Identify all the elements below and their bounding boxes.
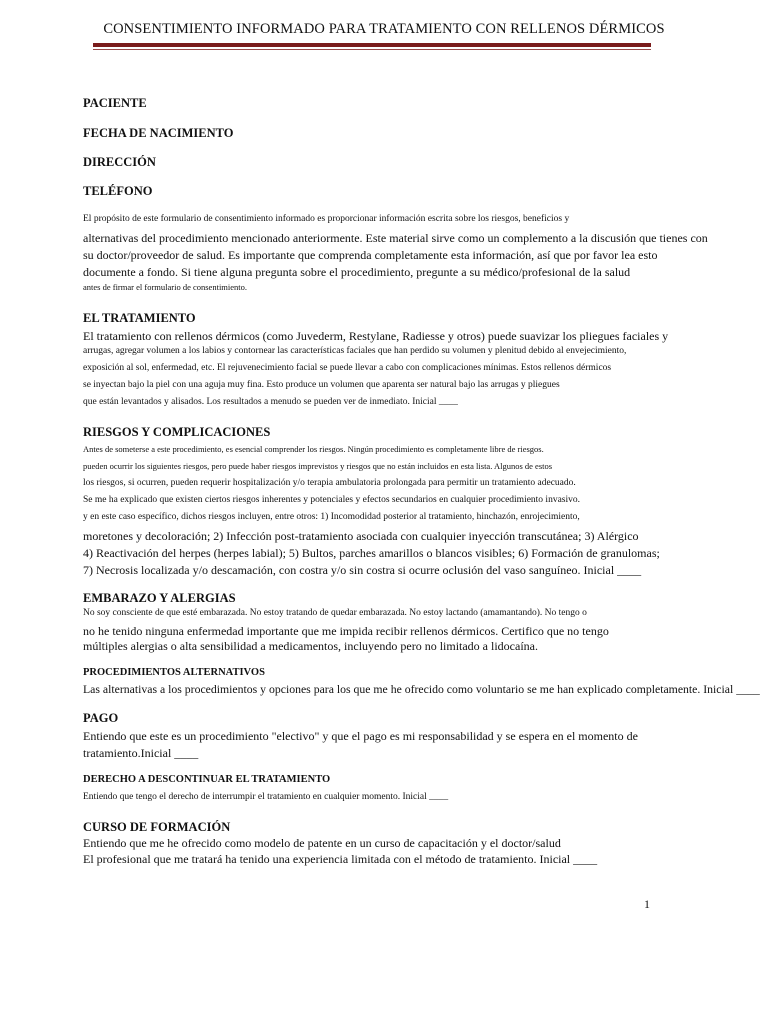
section-heading-treatment: EL TRATAMIENTO xyxy=(83,311,196,325)
intro-line: documente a fondo. Si tiene alguna pregunta sobre el procedimiento, pregunte a su médico/profesional de la salud xyxy=(83,265,631,279)
treatment-line: arrugas, agregar volumen a los labios y contornear las características faciales que han perdido su volumen y plenitud debido al envejecimiento, xyxy=(83,346,627,356)
risks-line: los riesgos, si ocurren, pueden requerir hospitalización y/o terapia ambulatoria prolongada para permitir un tratamiento adecuado. xyxy=(83,478,576,488)
treatment-line: que están levantados y alisados. Los resultados a menudo se pueden ver de inmediato. Inicial ____ xyxy=(83,397,458,407)
alternatives-line: Las alternativas a los procedimientos y opciones para los que me he ofrecido como voluntario se me han explicado completamente. Inicial ____ xyxy=(83,683,760,696)
risks-line: 4) Reactivación del herpes (herpes labial); 5) Bultos, parches amarillos o blancos visibles; 6) Formación de granulomas; xyxy=(83,546,660,560)
intro-line: El propósito de este formulario de consentimiento informado es proporcionar información escrita sobre los riesgos, beneficios y xyxy=(83,214,570,224)
discontinue-line: Entiendo que tengo el derecho de interrumpir el tratamiento en cualquier momento. Inicial ____ xyxy=(83,792,449,802)
intro-line: alternativas del procedimiento mencionado anteriormente. Este material sirve como un complemento a la discusión que tienes con xyxy=(83,231,708,245)
pregnancy-line: No soy consciente de que esté embarazada. No estoy tratando de quedar embarazada. No estoy lactando (amamantando). No tengo o xyxy=(83,608,587,618)
title-rule-thick xyxy=(93,43,651,47)
pregnancy-line: no he tenido ninguna enfermedad importante que me impida recibir rellenos dérmicos. Certifico que no tengo xyxy=(83,624,609,638)
risks-line: pueden ocurrir los siguientes riesgos, pero puede haber riesgos imprevistos y riesgos que no están incluidos en esta lista. Algunos de estos xyxy=(83,461,553,471)
risks-line: y en este caso específico, dichos riesgos incluyen, entre otros: 1) Incomodidad posterior al tratamiento, hinchazón, enrojecimiento, xyxy=(83,512,580,522)
page-number: 1 xyxy=(644,897,650,911)
title-rule-thin xyxy=(93,49,651,50)
section-heading-payment: PAGO xyxy=(83,711,119,725)
risks-line: Antes de someterse a este procedimiento, es esencial comprender los riesgos. Ningún procedimiento es completamente libre de riesgos. xyxy=(83,444,544,454)
section-heading-risks: RIESGOS Y COMPLICACIONES xyxy=(83,425,271,439)
risks-line: Se me ha explicado que existen ciertos riesgos inherentes y potenciales y efectos secundarios en cualquier procedimiento invasivo. xyxy=(83,495,581,505)
field-address: DIRECCIÓN xyxy=(83,155,156,169)
risks-line: moretones y decoloración; 2) Infección post-tratamiento asociada con cualquier inyección transcutánea; 3) Alérgico xyxy=(83,529,639,543)
field-birth-date: FECHA DE NACIMIENTO xyxy=(83,126,234,140)
pregnancy-line: múltiples alergias o alta sensibilidad a medicamentos, incluyendo pero no limitado a lidocaína. xyxy=(83,639,538,653)
section-heading-alternatives: PROCEDIMIENTOS ALTERNATIVOS xyxy=(83,667,265,678)
training-line: El profesional que me tratará ha tenido una experiencia limitada con el método de tratamiento. Inicial ____ xyxy=(83,852,598,866)
section-heading-pregnancy: EMBARAZO Y ALERGIAS xyxy=(83,591,236,605)
intro-line: antes de firmar el formulario de consentimiento. xyxy=(83,282,248,292)
treatment-line: exposición al sol, enfermedad, etc. El rejuvenecimiento facial se puede llevar a cabo con complicaciones mínimas. Estos rellenos dérmicos xyxy=(83,363,612,373)
training-line: Entiendo que me he ofrecido como modelo de patente en un curso de capacitación y el doctor/salud xyxy=(83,836,561,850)
payment-line: Entiendo que este es un procedimiento "electivo" y que el pago es mi responsabilidad y se espera en el momento de xyxy=(83,729,638,743)
field-phone: TELÉFONO xyxy=(83,184,153,198)
document-title: CONSENTIMIENTO INFORMADO PARA TRATAMIENTO CON RELLENOS DÉRMICOS xyxy=(103,21,665,37)
intro-line: su doctor/proveedor de salud. Es importante que comprenda completamente esta información, así que por favor lea esto xyxy=(83,248,658,262)
risks-line: 7) Necrosis localizada y/o descamación, con costra y/o sin costra si ocurre oclusión del vaso sanguíneo. Inicial ____ xyxy=(83,563,642,577)
treatment-line: El tratamiento con rellenos dérmicos (como Juvederm, Restylane, Radiesse y otros) puede suavizar los pliegues faciales y xyxy=(83,329,669,343)
section-heading-discontinue: DERECHO A DESCONTINUAR EL TRATAMIENTO xyxy=(83,774,331,785)
field-patient: PACIENTE xyxy=(83,96,147,110)
section-heading-training: CURSO DE FORMACIÓN xyxy=(83,820,231,834)
payment-line: tratamiento.Inicial ____ xyxy=(83,746,199,760)
treatment-line: se inyectan bajo la piel con una aguja muy fina. Esto produce un volumen que aparenta ser natural bajo las arrugas y pliegues xyxy=(83,380,560,390)
